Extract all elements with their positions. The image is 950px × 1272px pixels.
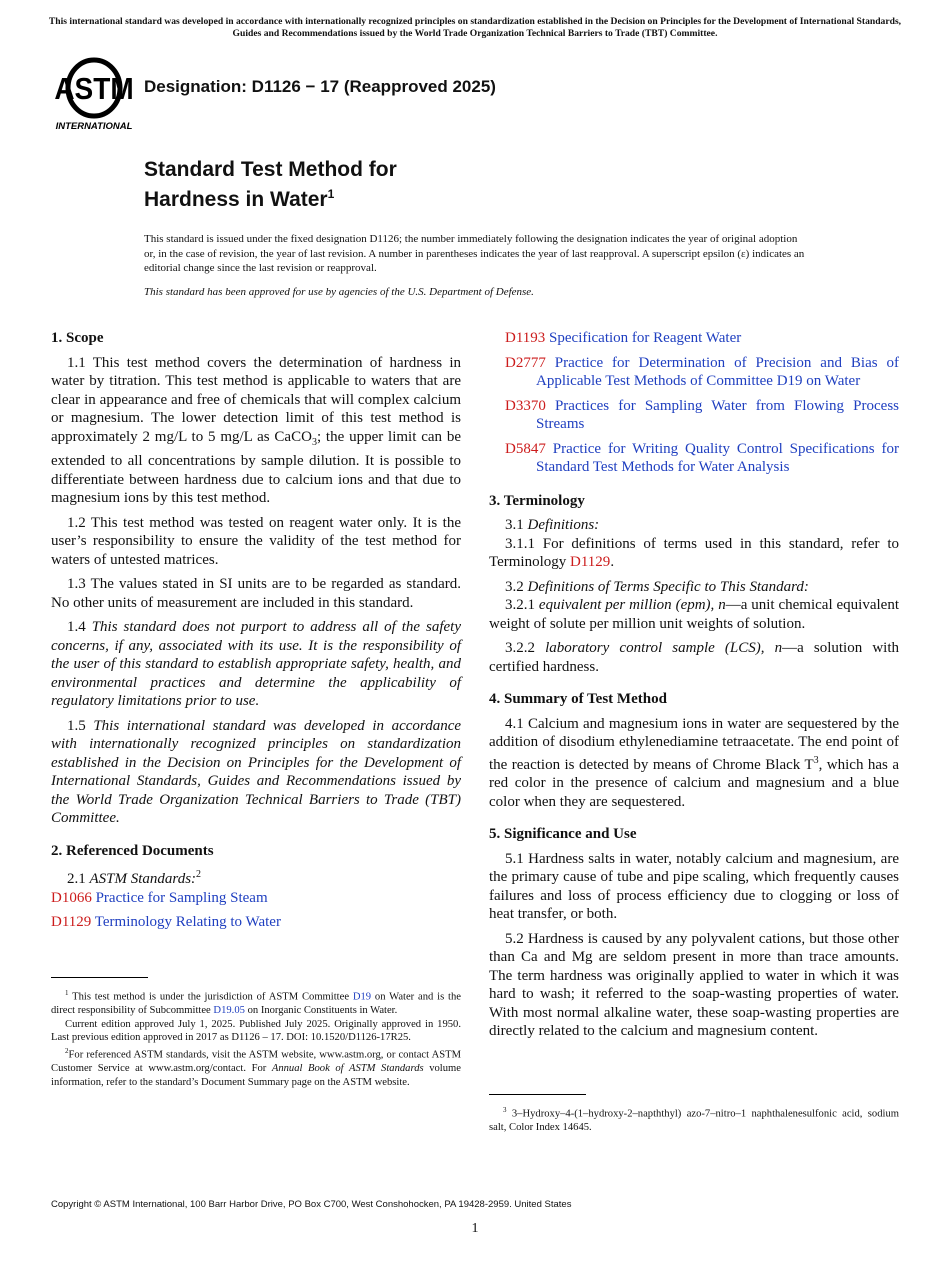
para-5-1: 5.1 Hardness salts in water, notably calcium and magnesium, are the primary cause of tube and pipe scaling, which frequently causes failures and loss of process efficiency due to clogging or loss of heat transfer, or both. [489, 850, 899, 922]
para-1-5: 1.5 This international standard was developed in accordance with internationally recognized principles on standardization established in the Decision on Principles for the Development of International Standards, Guides and Recommendations issued by the World Trade Organization Technical Barriers to Trade (TBT) Committee. [51, 717, 462, 826]
scope-heading: 1. Scope [51, 330, 104, 346]
intro-paragraph: This standard is issued under the fixed designation D1126; the number immediately following the designation indicates the year of original adoption or, in the case of revision, the year of last revision. A number in parentheses indicates the year of last reapproval. A superscript epsilon (ε) indicates an editorial change since the last revision or reapproval. [144, 233, 805, 275]
footnote-2: $^2$For referenced ASTM standards, visit the ASTM website, www.astm.org, or contact ASTM Customer Service at www.astm.org/contact. For Annual Book of ASTM Standards volume information, refer to the standard’s Document Summary page on the ASTM website. [51, 1046, 461, 1088]
copyright: Copyright © ASTM International, 100 Barr Harbor Drive, PO Box C700, West Conshohocken, PA 19428-2959. United States [51, 1199, 572, 1210]
dod-approval: This standard has been approved for use by agencies of the U.S. Department of Defense. [144, 285, 534, 298]
para-5-2: 5.2 Hardness is caused by any polyvalent cations, but those other than Ca and Mg are seldom present in more than trace amounts. The term hardness was originally applied to water in which it was hard to wash; it referred to the soap-wasting properties of water. With most normal alkaline water, these soap-wasting properties are directly related to the calcium and magnesium content. [489, 930, 899, 1039]
para-2-1: 2.1 ASTM Standards:$^2$ [67, 869, 202, 887]
summary-heading: 4. Summary of Test Method [489, 691, 667, 707]
left-column [51, 329, 461, 938]
para-3-2-1: 3.2.1 equivalent per million (epm), n—a unit chemical equivalent weight of solute per million unit weights of solution. [489, 597, 899, 632]
footnote-divider [489, 1094, 586, 1095]
title-footnote-ref[interactable]: 1 [327, 187, 335, 201]
terminology-link[interactable]: D1129 [570, 554, 611, 570]
ref-item[interactable]: D3370 Practices for Sampling Water from Flowing Process Streams [505, 397, 899, 432]
subcommittee-link[interactable]: D19.05 [213, 1005, 245, 1017]
designation: Designation: D1126 − 17 (Reapproved 2025) [144, 77, 496, 96]
ref-item[interactable]: D1193 Specification for Reagent Water [505, 330, 742, 346]
ref-item[interactable]: D5847 Practice for Writing Quality Control Specifications for Standard Test Methods for Water Analysis [505, 440, 900, 475]
para-1-3: 1.3 The values stated in SI units are to be regarded as standard. No other units of measurement are included in this standard. [51, 576, 461, 611]
title-line-2: Hardness in Water [144, 188, 328, 211]
astm-logo [52, 55, 136, 133]
footnote-3-ref[interactable]: 3 [813, 754, 819, 766]
ref-item[interactable]: D1129 Terminology Relating to Water [51, 914, 281, 930]
footnote-2-ref[interactable]: 2 [196, 869, 202, 880]
para-4-1: 4.1 Calcium and magnesium ions in water are sequestered by the addition of disodium ethylenediamine tetraacetate. The end point of the reaction is detected by means of Chrome Black $T^3$, which has a red color in the presence of calcium and magnesium and a blue color when they are sequestered. [489, 715, 899, 810]
footnote-3: $^3$ 3–Hydroxy–4-(1–hydroxy-2–napththyl) azo-7–nitro–1 naphthalenesulfonic acid, sodium salt, Color Index 14645. [489, 1106, 899, 1134]
svg-text:ASTM: ASTM [54, 71, 134, 107]
footnote-1-edition: Current edition approved July 1, 2025. Published July 2025. Originally approved in 1950. Last previous edition approved in 2017 as D1126 – 17. DOI: 10.1520/D1126-17R25. [51, 1018, 461, 1044]
right-column [489, 329, 899, 1047]
right-footnotes [489, 1104, 899, 1135]
intro-block [144, 232, 809, 308]
ref-item[interactable]: D1066 Practice for Sampling Steam [51, 889, 268, 906]
terminology-heading: 3. Terminology [489, 492, 585, 509]
ref-list-continued [489, 329, 899, 477]
title-line-1: Standard Test Method for [144, 158, 397, 181]
para-1-1: 1.1 This test method covers the determination of hardness in water by titration. This test method is applicable to waters that are clear in appearance and free of chemicals that will complex calcium or magnesium. The lower detection limit of this test method is approximately 2 mg/L to 5 mg/L as CaCO$_3$; the upper limit can be extended to all concentrations by sample dilution. It is possible to differentiate between hardness due to calcium ions and that due to magnesium ions by this test method. [51, 354, 461, 506]
significance-heading: 5. Significance and Use [489, 826, 637, 842]
ref-item[interactable]: D2777 Practice for Determination of Precision and Bias of Applicable Test Methods of Committee D19 on Water [505, 354, 899, 389]
standard-notice: This international standard was developed in accordance with internationally recognized principles on standardization established in the Decision on Principles for the Development of International Standards, Guides and Recommendations issued by the World Trade Organization Technical Barriers to Trade (TBT) Committee. [48, 16, 902, 39]
para-3-1: 3.1 Definitions: [505, 517, 600, 533]
document-title [144, 158, 397, 212]
left-footnotes [51, 987, 461, 1089]
svg-text:INTERNATIONAL: INTERNATIONAL [55, 121, 133, 132]
para-1-2: 1.2 This test method was tested on reagent water only. It is the user’s responsibility to ensure the validity of the test method for waters of untested matrices. [51, 514, 461, 568]
committee-link[interactable]: D19 [352, 991, 372, 1003]
footnote-1: $^1$ This test method is under the jurisdiction of ASTM Committee D19 on Water and is the direct responsibility of Subcommittee D19.05 on Inorganic Constituents in Water. [51, 989, 461, 1017]
para-1-4: 1.4 This standard does not purport to address all of the safety concerns, if any, associated with its use. It is the responsibility of the user of this standard to establish appropriate safety, health, and environmental practices and determine the applicability of regulatory limitations prior to use. [51, 619, 462, 709]
page-number: 1 [471, 1221, 479, 1236]
para-3-2-2: 3.2.2 laboratory control sample (LCS), n—a solution with certified hardness. [489, 640, 900, 675]
footnote-divider [51, 977, 148, 978]
para-3-2: 3.2 Definitions of Terms Specific to This Standard: [505, 578, 809, 595]
refdocs-heading: 2. Referenced Documents [51, 842, 214, 859]
para-3-1-1: 3.1.1 For definitions of terms used in this standard, refer to Terminology D1129. [489, 535, 899, 570]
